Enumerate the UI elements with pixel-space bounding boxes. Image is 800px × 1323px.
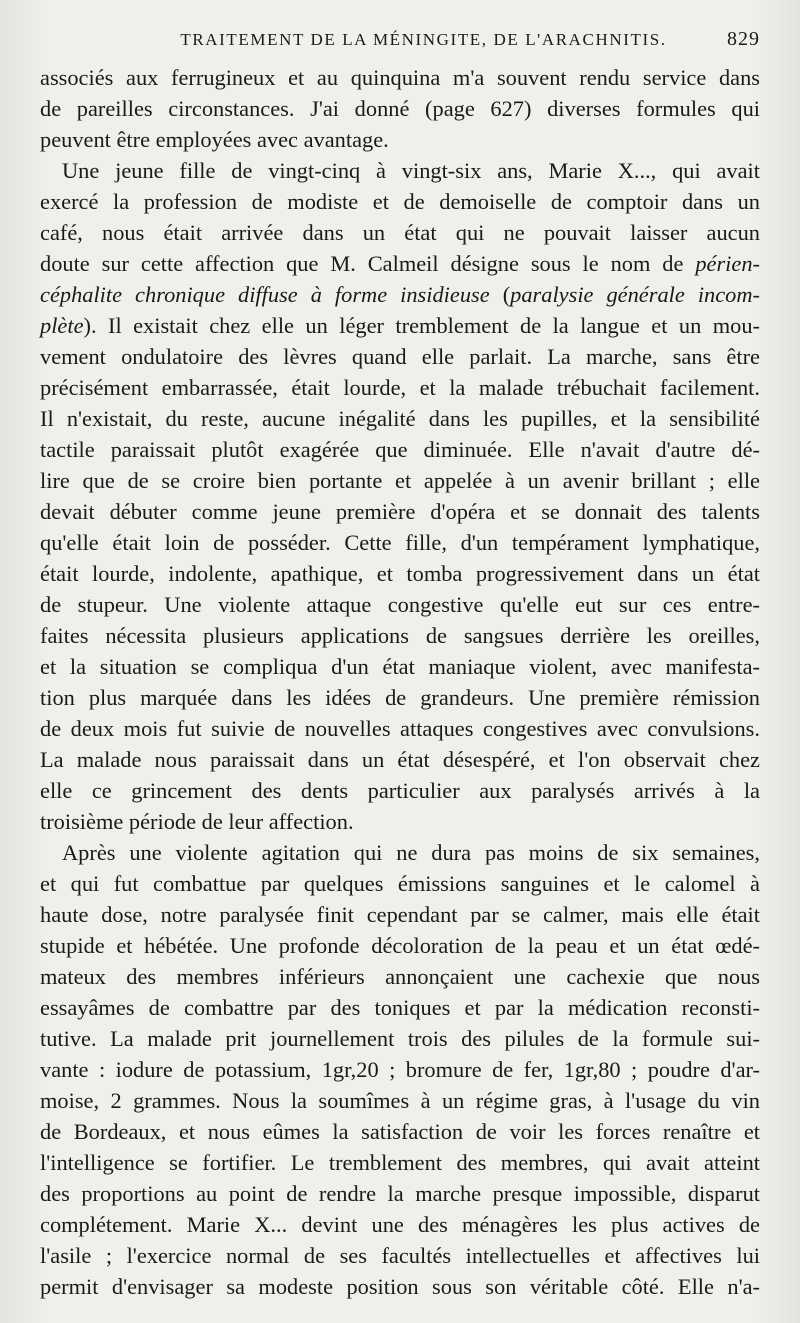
roman-text: devait débuter comme jeune première d'opéra et se donnait des talents — [40, 499, 760, 524]
roman-text: l'asile ; l'exercice normal de ses facultés intellectuelles et affectives lui — [40, 1243, 760, 1268]
roman-text: permit d'envisager sa modeste position sous son véritable côté. Elle n'a- — [40, 1274, 760, 1299]
text-line — [40, 1209, 760, 1240]
roman-text: tactile paraissait plutôt exagérée que diminuée. Elle n'avait d'autre dé- — [40, 437, 760, 462]
text-line — [40, 806, 760, 837]
text-line — [40, 186, 760, 217]
italic-text: céphalite chronique diffuse à forme insidieuse — [40, 282, 490, 307]
text-line — [40, 899, 760, 930]
roman-text: lire que de se croire bien portante et appelée à un avenir brillant ; elle — [40, 468, 760, 493]
roman-text: ). Il existait chez elle un léger tremblement de la langue et un mou- — [83, 313, 760, 338]
text-line — [40, 496, 760, 527]
text-line — [40, 310, 760, 341]
roman-text: qu'elle était loin de posséder. Cette fille, d'un tempérament lymphatique, — [40, 530, 760, 555]
text-line — [40, 558, 760, 589]
text-line — [40, 682, 760, 713]
roman-text: de deux mois fut suivie de nouvelles attaques congestives avec convulsions. — [40, 716, 760, 741]
roman-text: associés aux ferrugineux et au quinquina m'a souvent rendu service dans — [40, 65, 760, 90]
text-line — [40, 434, 760, 465]
roman-text: café, nous était arrivée dans un état qui ne pouvait laisser aucun — [40, 220, 760, 245]
roman-text: ( — [489, 282, 511, 307]
text-line — [40, 155, 760, 186]
body-text — [40, 62, 760, 1302]
roman-text: de Bordeaux, et nous eûmes la satisfaction de voir les forces renaître et — [40, 1119, 760, 1144]
text-line — [40, 992, 760, 1023]
text-line — [40, 217, 760, 248]
roman-text: Une jeune fille de vingt-cinq à vingt-six ans, Marie X..., qui avait — [62, 158, 760, 183]
text-line — [40, 403, 760, 434]
text-line — [40, 279, 760, 310]
roman-text: était lourde, indolente, apathique, et tomba progressivement dans un état — [40, 561, 760, 586]
roman-text: moise, 2 grammes. Nous la soumîmes à un régime gras, à l'usage du vin — [40, 1088, 760, 1113]
text-line — [40, 713, 760, 744]
roman-text: vement ondulatoire des lèvres quand elle parlait. La marche, sans être — [40, 344, 760, 369]
text-line — [40, 1054, 760, 1085]
text-line — [40, 1085, 760, 1116]
page-number: 829 — [727, 28, 760, 50]
text-line — [40, 589, 760, 620]
roman-text: et la situation se compliqua d'un état maniaque violent, avec manifesta- — [40, 654, 760, 679]
italic-text: plète — [40, 313, 84, 338]
text-line — [40, 744, 760, 775]
roman-text: troisième période de leur affection. — [40, 809, 354, 834]
running-title: TRAITEMENT DE LA MÉNINGITE, DE L'ARACHNITIS. — [180, 30, 667, 49]
page-header — [40, 28, 760, 58]
roman-text: elle ce grincement des dents particulier aux paralysés arrivés à la — [40, 778, 760, 803]
text-line — [40, 1147, 760, 1178]
roman-text: de stupeur. Une violente attaque congestive qu'elle eut sur ces entre- — [40, 592, 760, 617]
text-line — [40, 1271, 760, 1302]
roman-text: stupide et hébétée. Une profonde décoloration de la peau et un état œdé- — [40, 933, 760, 958]
roman-text: précisément embarrassée, était lourde, et la malade trébuchait facilement. — [40, 375, 760, 400]
roman-text: l'intelligence se fortifier. Le tremblement des membres, qui avait atteint — [40, 1150, 760, 1175]
roman-text: haute dose, notre paralysée finit cependant par se calmer, mais elle était — [40, 902, 760, 927]
roman-text: faites nécessita plusieurs applications de sangsues derrière les oreilles, — [40, 623, 760, 648]
text-line — [40, 775, 760, 806]
roman-text: essayâmes de combattre par des toniques et par la médication reconsti- — [40, 995, 760, 1020]
text-line — [40, 1178, 760, 1209]
text-line — [40, 372, 760, 403]
text-line — [40, 1116, 760, 1147]
roman-text: des proportions au point de rendre la marche presque impossible, disparut — [40, 1181, 760, 1206]
roman-text: mateux des membres inférieurs annonçaient une cachexie que nous — [40, 964, 760, 989]
roman-text: Il n'existait, du reste, aucune inégalité dans les pupilles, et la sensibilité — [40, 406, 760, 431]
text-line — [40, 124, 760, 155]
roman-text: La malade nous paraissait dans un état désespéré, et l'on observait chez — [40, 747, 760, 772]
text-line — [40, 1240, 760, 1271]
text-line — [40, 620, 760, 651]
italic-text: paralysie générale incom- — [510, 282, 760, 307]
text-line — [40, 651, 760, 682]
italic-text: périen- — [695, 251, 760, 276]
text-line — [40, 248, 760, 279]
text-line — [40, 961, 760, 992]
roman-text: doute sur cette affection que M. Calmeil désigne sous le nom de — [40, 251, 696, 276]
text-line — [40, 465, 760, 496]
roman-text: exercé la profession de modiste et de demoiselle de comptoir dans un — [40, 189, 760, 214]
text-line — [40, 930, 760, 961]
roman-text: Après une violente agitation qui ne dura pas moins de six semaines, — [62, 840, 760, 865]
text-line — [40, 341, 760, 372]
roman-text: peuvent être employées avec avantage. — [40, 127, 389, 152]
roman-text: tion plus marquée dans les idées de grandeurs. Une première rémission — [40, 685, 760, 710]
roman-text: complétement. Marie X... devint une des ménagères les plus actives de — [40, 1212, 760, 1237]
text-line — [40, 62, 760, 93]
roman-text: vante : iodure de potassium, 1gr,20 ; bromure de fer, 1gr,80 ; poudre d'ar- — [40, 1057, 760, 1082]
text-line — [40, 837, 760, 868]
text-line — [40, 93, 760, 124]
roman-text: tutive. La malade prit journellement trois des pilules de la formule sui- — [40, 1026, 760, 1051]
text-line — [40, 868, 760, 899]
text-line — [40, 1023, 760, 1054]
roman-text: de pareilles circonstances. J'ai donné (page 627) diverses formules qui — [40, 96, 760, 121]
text-line — [40, 527, 760, 558]
roman-text: et qui fut combattue par quelques émissions sanguines et le calomel à — [40, 871, 760, 896]
